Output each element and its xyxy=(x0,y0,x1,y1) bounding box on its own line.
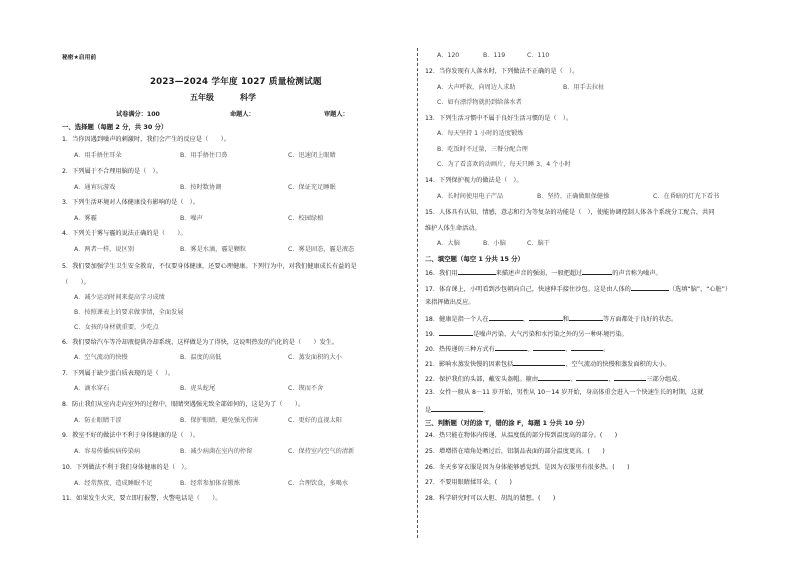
option: C．保持室内空气的清新 xyxy=(288,448,355,455)
question-10: 10．下列做法不利于我们身体健康的是（ ）。 xyxy=(62,464,191,471)
grade-label: 五年级 xyxy=(190,93,214,102)
answer-blank[interactable] xyxy=(614,374,646,381)
option: A．滴水穿石 xyxy=(74,385,110,392)
option: A．大脑 xyxy=(437,240,460,247)
option: A．两者一样，说区别 xyxy=(74,246,134,253)
option: B．温度的高低 xyxy=(180,354,222,361)
option: C．雾是固态，霾是液态 xyxy=(288,246,355,253)
question-9: 9．教室不好的做法中不利于身体健康的是（ ）。 xyxy=(62,432,199,439)
question-1: 1．当你因遇到噪声的刺激时，我们会产生的反应是（ ）。 xyxy=(62,136,230,143)
question-15-cont: 维护人体生命活动。 xyxy=(425,225,481,232)
question-25: 25．增增搭在墙角处晒过后，铝制品表面的部分温度更高。( ) xyxy=(425,448,605,455)
option: B．坚持、正确做眼保健操 xyxy=(537,193,610,200)
question-2: 2．下列属于不合理用脑的是（ ）。 xyxy=(62,168,162,175)
question-18: 18．健康是指一个人在 、 和 等方面都处于良好的状态。 xyxy=(425,316,678,323)
option: A．大声呼救，向周边人求助 xyxy=(437,84,516,91)
option: B．按照课表上的要求做事情，全面发展 xyxy=(74,309,184,316)
option: B．雾是水滴，霾是颗粒 xyxy=(180,246,247,253)
question-17: 17．体育课上，小明看到沙包朝向自己，快速伸手接住沙包。这是由人体的 （选填“脑”、“心脏”） xyxy=(425,286,732,293)
question-5-cont: （ ）。 xyxy=(62,279,90,286)
option: C．蒸发面积的大小 xyxy=(288,354,342,361)
option: A．防止眼睛干涩 xyxy=(74,417,122,424)
answer-blank[interactable] xyxy=(458,268,496,275)
question-17-cont: 来指挥做出反应。 xyxy=(425,299,475,306)
secret-label: 秘密★启用前 xyxy=(62,55,97,61)
option: C．110 xyxy=(527,52,550,59)
setter-label: 命题人： xyxy=(230,111,255,118)
option: A．减少运动时间来提高学习成绩 xyxy=(74,294,165,301)
question-5: 5．我们要加强学生卫生安全教育，不仅要身体健康，还要心理健康。下列行为中，对我们健康成长有益的是 xyxy=(62,263,357,270)
answer-blank[interactable] xyxy=(513,359,565,366)
question-12: 12．当你发现有人落水时，下列做法不正确的是（ ）。 xyxy=(425,68,579,75)
question-6: 6．我们要给汽车等冷却液提供冷却系统，这样做是为了得快，这说明热发的汽化的是（ ）发生。 xyxy=(62,339,339,346)
question-7: 7．下列属于缺少蛋白质表现的是（ ）。 xyxy=(62,370,175,377)
question-22: 22．保护我们的头部，戴安头盔帽。箍由 、 、 三部分组成。 xyxy=(425,376,684,383)
question-15: 15．人体具有认知，情感，意志和行为等复杂的功能是（ ），使能协调控制人体各个系统分工配合，共同 xyxy=(425,209,715,216)
exam-title: 2023—2024 学年度 1027 质量检测试题 xyxy=(150,77,322,87)
option: B．小脑 xyxy=(483,240,506,247)
answer-blank[interactable] xyxy=(582,268,612,275)
reviewer-label: 审题人： xyxy=(324,111,349,118)
option: B．用手捂住口鼻 xyxy=(180,152,228,159)
option: C．保证充足睡眠 xyxy=(288,184,336,191)
question-26: 26．冬天多穿衣服是因为身体能够感觉到，是因为衣服里有很多热。( ) xyxy=(425,464,630,471)
option: B．经常参加体育锻炼 xyxy=(180,480,240,487)
section-fill-heading: 二、填空题（每空 1 分共 15 分） xyxy=(425,255,524,263)
question-20: 20．热传递的三种方式有 、 、 。 xyxy=(425,346,610,353)
option: C．在昏暗的灯光下看书 xyxy=(653,193,720,200)
option: A．雾霾 xyxy=(74,215,97,222)
option: C．如有漂浮物就扔到给落水者 xyxy=(437,99,522,106)
option: B．用手去拉扯 xyxy=(563,84,605,91)
option: A．120 xyxy=(437,52,460,59)
answer-blank[interactable] xyxy=(431,405,483,412)
section-judge-heading: 三、判断题（对的涂 T，错的涂 F，每题 1 分共 10 分） xyxy=(425,419,589,427)
subject-label: 科学 xyxy=(240,93,256,102)
option: C．为了看喜欢的动画片，每天只睡 3、4 个小时 xyxy=(437,161,571,168)
option: C．锲而不舍 xyxy=(288,385,324,392)
option: B．119 xyxy=(483,52,506,59)
question-11: 11．如果发生火灾，要立即打报警，火警电话是（ ）。 xyxy=(62,495,222,502)
option: A．每天坚持 1 小时的适度锻炼 xyxy=(437,130,524,137)
option: B．减少病菌在室内的停留 xyxy=(180,448,253,455)
section-choice-heading: 一、选择题（每题 2 分，共 30 分） xyxy=(62,123,168,131)
full-score: 试卷满分：100 xyxy=(116,111,160,118)
question-27: 27．不要用眼睛揉耳朵。( ) xyxy=(425,479,512,486)
option: A．通宵玩游戏 xyxy=(74,184,116,191)
option: C．校园绿植 xyxy=(288,215,324,222)
answer-blank[interactable] xyxy=(489,314,523,321)
answer-blank[interactable] xyxy=(538,374,570,381)
answer-blank[interactable] xyxy=(576,374,608,381)
option: A．长时间使用电子产品 xyxy=(437,193,504,200)
option: A．空气流动的快慢 xyxy=(74,354,128,361)
question-21: 21．影响水蒸发快慢的因素包括 、空气流动的快慢和蒸发面积的大小。 xyxy=(425,361,671,368)
question-13: 13．下列生活习惯中不属于良好生活习惯的是（ ）。 xyxy=(425,115,573,122)
question-23-cont: 是 。 xyxy=(425,407,490,414)
answer-blank[interactable] xyxy=(529,314,563,321)
answer-blank[interactable] xyxy=(495,344,527,351)
question-28: 28．科学研究时可以大胆、胡乱的猜想。( ) xyxy=(425,495,556,502)
option: C．迅速闭上眼睛 xyxy=(288,152,336,159)
question-19: 19． 是噪声污染、大气污染和水污染之外的另一种环境污染。 xyxy=(425,331,628,338)
question-4: 4．下列关于雾与霾的说法正确的是（ ）。 xyxy=(62,230,187,237)
option: B．虎头蛇尾 xyxy=(180,385,216,392)
question-14: 14．下列保护视力的做法是（ ）。 xyxy=(425,177,523,184)
question-24: 24．热只能在物体内传递，从温度低的部分传到温度高的部分。( ) xyxy=(425,432,618,439)
column-divider xyxy=(417,48,418,538)
answer-blank[interactable] xyxy=(571,344,603,351)
answer-blank[interactable] xyxy=(569,314,603,321)
question-3: 3．下列生活环境对人体健康没有影响的是（ ）。 xyxy=(62,199,199,206)
option: C．脑干 xyxy=(527,240,550,247)
option: B．噪声 xyxy=(180,215,203,222)
question-16: 16．我们用 来描述声音的强弱，一般把超过 的声音称为噪声。 xyxy=(425,270,662,277)
option: C．合理饮食，多喝水 xyxy=(288,480,349,487)
answer-blank[interactable] xyxy=(533,344,565,351)
option: A．容易传播疾病传染病 xyxy=(74,448,141,455)
option: C．女孩的身材就重要，少吃点 xyxy=(74,324,159,331)
answer-blank[interactable] xyxy=(631,284,669,291)
option: B．吃饭时不过量，三餐分配合理 xyxy=(437,146,528,153)
option: A．经常熬夜，造成睡眠不足 xyxy=(74,480,153,487)
option: B．保护眼睛，避免强光伤害 xyxy=(180,417,259,424)
question-23: 23．女性一般从 8－11 岁开始，男性从 10－14 岁开始，身高体重会进入一个快速生长的时期，这就 xyxy=(425,389,704,396)
option: B．按时数协调 xyxy=(180,184,222,191)
option: C．更好的直视太阳 xyxy=(288,417,342,424)
answer-blank[interactable] xyxy=(439,329,473,336)
option: A．用手捂住耳朵 xyxy=(74,152,122,159)
question-8: 8．防止我们从室内走向室外的过程中，眼睛突遇强光致全部如何的，这是为了（ ）。 xyxy=(62,401,305,408)
